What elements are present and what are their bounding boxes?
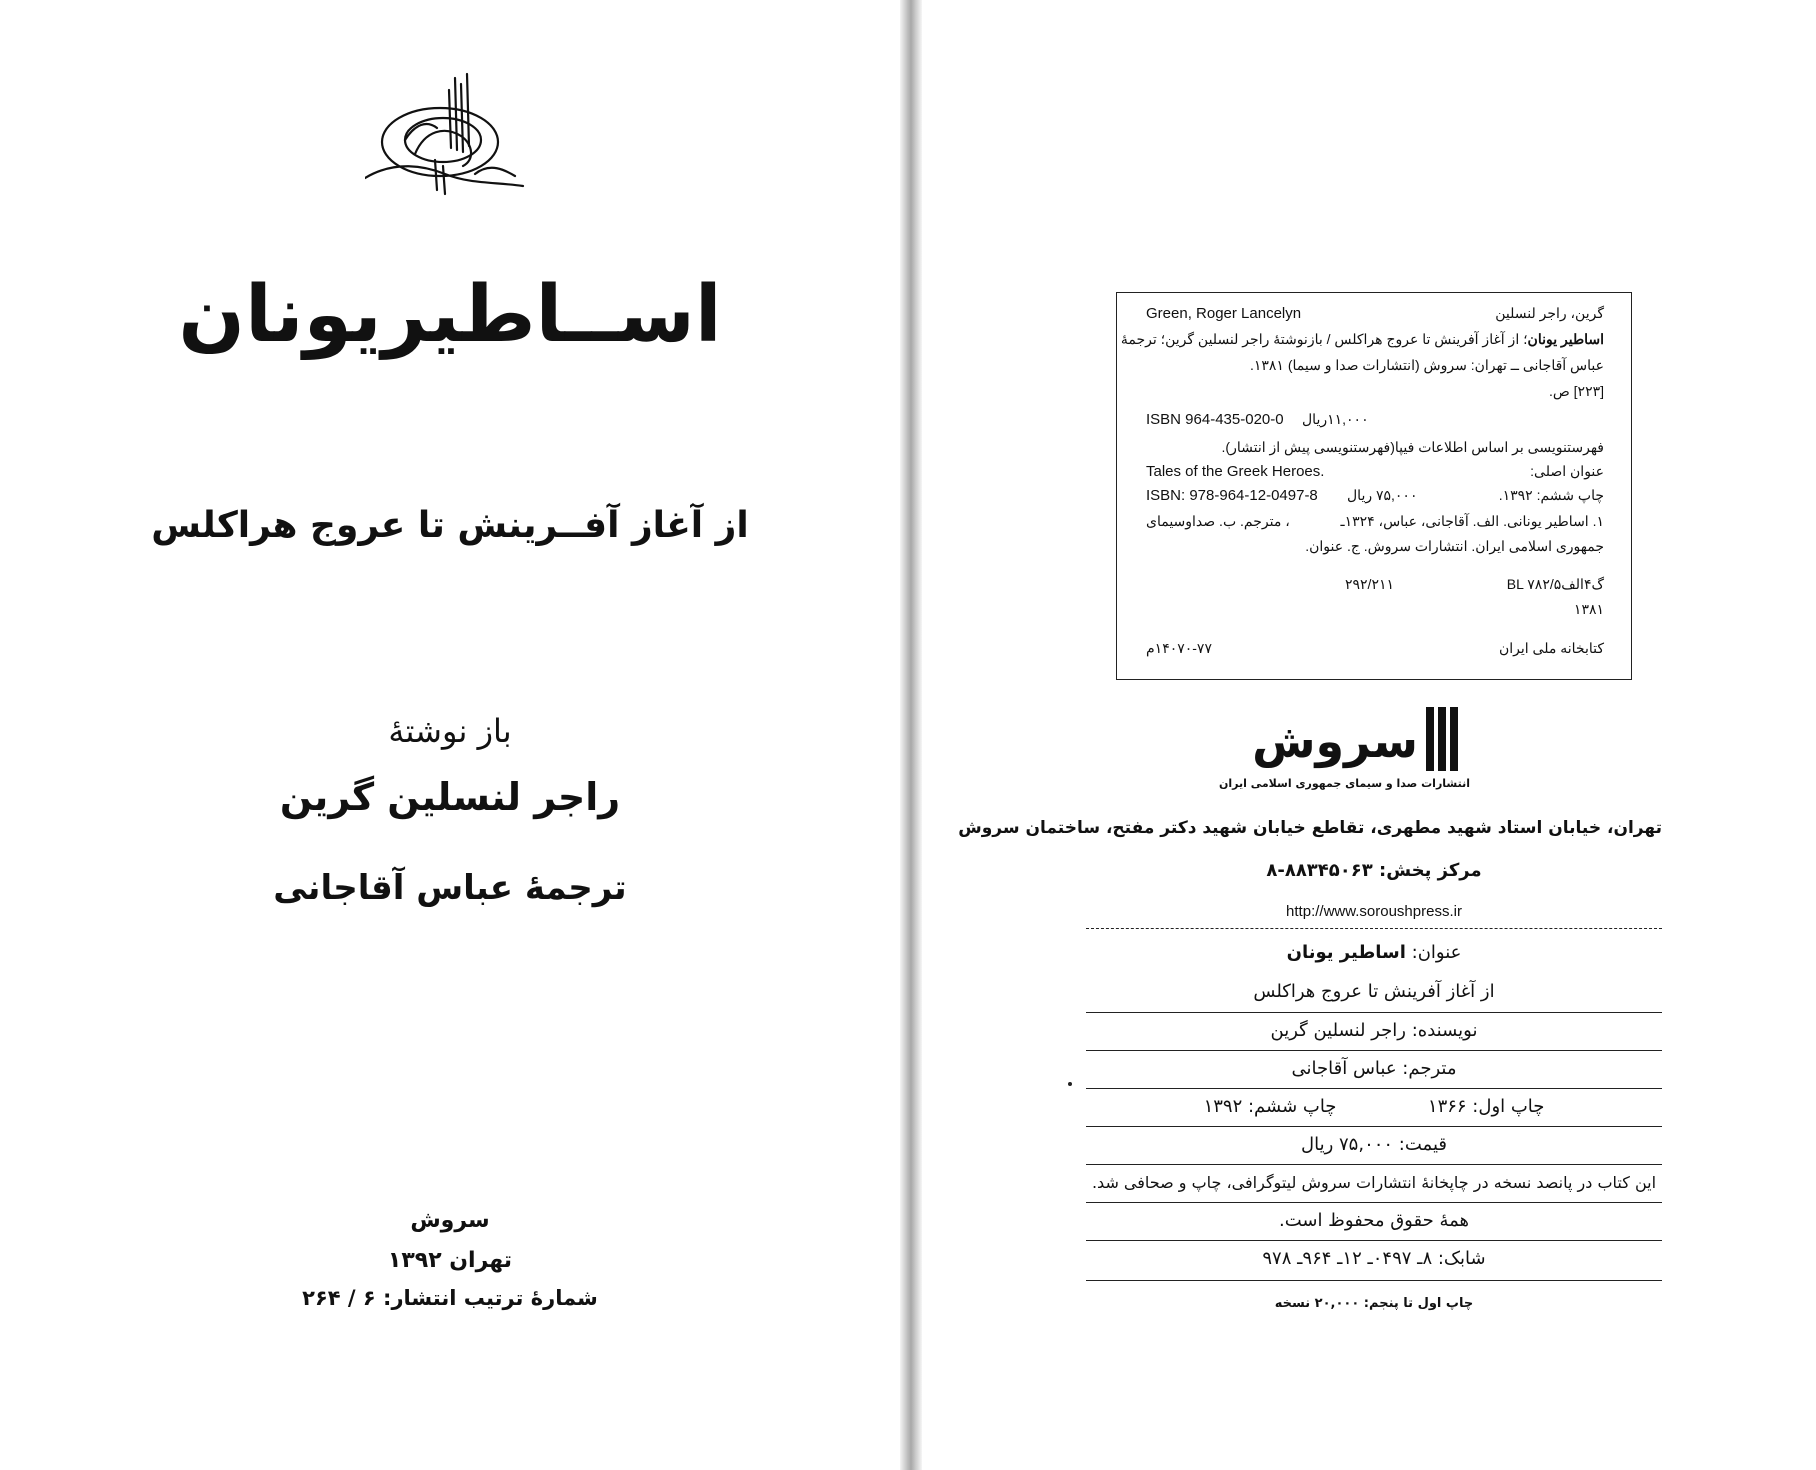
soroush-logo <box>1219 705 1470 800</box>
author-name: راجر لنسلین گرین <box>279 775 621 819</box>
catalog-price-new: ۷۵,۰۰۰ ریال <box>1347 487 1418 503</box>
distribution-phone: ۸۸۳۴۵۰۶۳-۸ <box>1266 860 1373 881</box>
serial-number: شمارهٔ ترتیب انتشار: ۶ / ۲۶۴ <box>302 1286 598 1310</box>
colophon-isbn: شابک: ۸ـ ۰۴۹۷ـ ۱۲ـ ۹۶۴ـ ۹۷۸ <box>1262 1248 1486 1269</box>
catalog-translator-line: عباس آقاجانی ــ تهران: سروش (انتشارات صدا و سیما) ۱۳۸۱. <box>1249 357 1604 373</box>
distribution-center <box>1086 860 1662 881</box>
catalog-title-line <box>1121 331 1604 348</box>
catalog-library: کتابخانه ملی ایران <box>1498 640 1604 656</box>
distribution-label: مرکز پخش: <box>1379 860 1482 881</box>
colophon-translator: مترجم: عباس آقاجانی <box>1291 1058 1457 1079</box>
catalog-fipa-note: فهرستنویسی بر اساس اطلاعات فیپا(فهرستنویسی پیش از انتشار). <box>1221 439 1604 455</box>
catalog-title-bold: اساطیر یونان <box>1527 331 1604 347</box>
catalog-original-title-label: عنوان اصلی: <box>1530 463 1604 479</box>
print-run-note: چاپ اول تا پنجم: ۲۰,۰۰۰ نسخه <box>1274 1296 1474 1311</box>
colophon-divider <box>1086 1240 1662 1241</box>
catalog-lc-class: BL ۷۸۲/گ۴الف۵ <box>1506 576 1604 592</box>
book-gutter <box>900 0 922 1470</box>
colophon-divider <box>1086 1126 1662 1127</box>
catalog-card <box>1116 292 1632 680</box>
publisher-name: سروش <box>410 1208 490 1233</box>
colophon-author: نویسنده: راجر لنسلین گرین <box>1270 1020 1478 1041</box>
book-title: اســاطیریونان <box>178 270 722 360</box>
colophon-price: قیمت: ۷۵,۰۰۰ ریال <box>1301 1134 1447 1155</box>
catalog-price-old: ۱۱,۰۰۰ریال <box>1302 411 1369 427</box>
catalog-lc-year: ۱۳۸۱ <box>1573 601 1604 617</box>
publisher-website[interactable]: http://www.soroushpress.ir <box>1286 903 1462 920</box>
colophon-divider <box>1086 1088 1662 1089</box>
catalog-record-number: ۱۴۰۷۰-۷۷م <box>1146 640 1212 656</box>
colophon-subtitle: از آغاز آفرینش تا عروج هراکلس <box>1253 981 1495 1002</box>
colophon-divider <box>1086 1012 1662 1013</box>
publisher-address: تهران، خیابان استاد شهید مطهری، تقاطع خیابان شهید دکتر مفتح، ساختمان سروش <box>958 818 1662 838</box>
translator-line: ترجمهٔ عباس آقاجانی <box>273 868 627 908</box>
basmala-calligraphy-icon <box>365 70 525 200</box>
catalog-author-fa: گرین، راجر لنسلین <box>1495 305 1604 321</box>
colophon-title-label: عنوان: <box>1411 942 1462 963</box>
catalog-title-rest: ؛ از آغاز آفرینش تا عروج هراکلس / بازنوشتهٔ راجر لنسلین گرین؛ ترجمهٔ <box>1120 331 1528 347</box>
catalog-dewey: ۲۹۲/۲۱۱ <box>1345 576 1395 592</box>
colophon-divider <box>1086 928 1662 929</box>
colophon-divider <box>1086 1050 1662 1051</box>
logo-wordmark: سروش <box>1252 714 1418 768</box>
page-mark <box>1068 1082 1072 1086</box>
colophon-title-row <box>1086 938 1662 968</box>
colophon-first-print: چاپ اول: ۱۳۶۶ <box>1427 1096 1545 1117</box>
catalog-original-title: Tales of the Greek Heroes. <box>1146 463 1325 480</box>
catalog-pages: [۲۲۳] ص. <box>1548 383 1604 399</box>
rewrite-label: باز نوشتهٔ <box>388 712 512 750</box>
left-page <box>0 0 900 1470</box>
colophon-divider <box>1086 1164 1662 1165</box>
catalog-subjects-line1: ۱. اساطیر یونانی. الف. آقاجانی، عباس، ۱۳۲۴ـ <box>1340 513 1604 529</box>
colophon-print-statement: این کتاب در پانصد نسخه در چاپخانهٔ انتشارات سروش لیتوگرافی، چاپ و صحافی شد. <box>1091 1173 1657 1192</box>
catalog-subjects-translator: ، مترجم. ب. صداوسیمای <box>1146 513 1290 529</box>
catalog-sixth-print: چاپ ششم: ۱۳۹۲. <box>1498 487 1604 503</box>
colophon-sixth-print: چاپ ششم: ۱۳۹۲ <box>1203 1096 1337 1117</box>
colophon-title-value: اساطیر یونان <box>1286 942 1406 963</box>
logo-caption: انتشارات صدا و سیمای جمهوری اسلامی ایران <box>1219 777 1470 790</box>
colophon-divider <box>1086 1202 1662 1203</box>
catalog-author-en: Green, Roger Lancelyn <box>1146 305 1302 322</box>
city-year: تهران ۱۳۹۲ <box>387 1248 513 1273</box>
catalog-isbn-old: ISBN 964-435-020-0 <box>1146 411 1284 428</box>
colophon-divider <box>1086 1280 1662 1281</box>
catalog-subjects-line2: جمهوری اسلامی ایران. انتشارات سروش. ج. عنوان. <box>1305 538 1604 554</box>
colophon-editions <box>1086 1092 1662 1122</box>
catalog-isbn-new: ISBN: 978-964-12-0497-8 <box>1146 487 1318 504</box>
colophon-rights: همهٔ حقوق محفوظ است. <box>1278 1210 1469 1231</box>
book-subtitle: از آغاز آفــرینش تا عروج هراکلس <box>151 505 749 546</box>
